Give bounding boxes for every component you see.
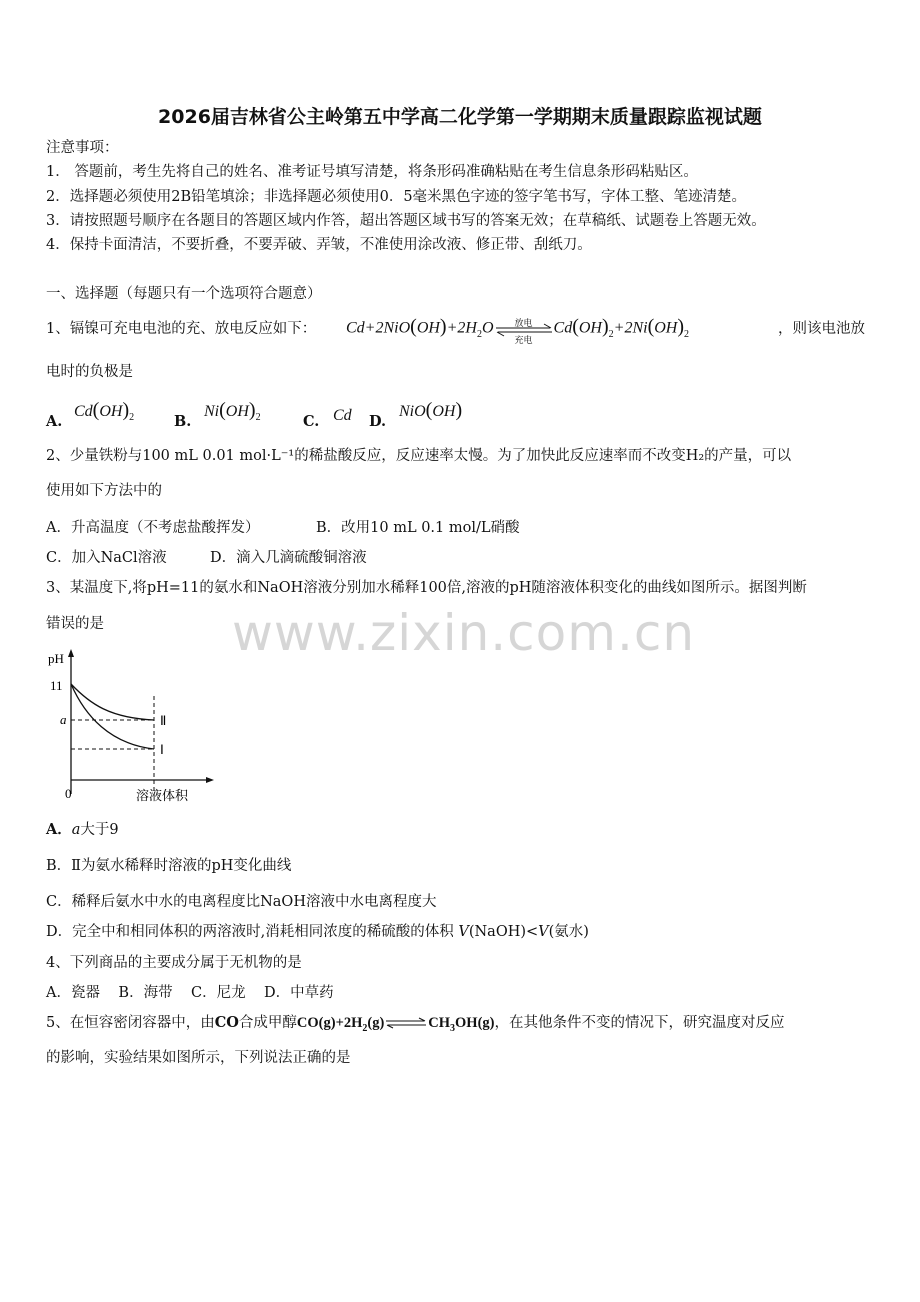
q2-line2: 使用如下方法中的 — [46, 483, 162, 499]
q1-option-d: NiO(OH) — [399, 399, 463, 421]
q1-option-d-label: D. — [369, 413, 387, 430]
q2-option-a: A．升高温度（不考虑盐酸挥发） — [46, 520, 260, 536]
notice-item-1: 1． 答题前，考生先将自己的姓名、准考证号填写清楚，将条形码准确粘贴在考生信息条形码粘贴区。 — [46, 164, 698, 180]
q5-equilibrium-arrow-icon — [384, 1017, 428, 1029]
q3-option-a: A．a大于9 — [46, 821, 119, 838]
q3-line1: 3、某温度下,将pH=11的氨水和NaOH溶液分别加水稀释100倍,溶液的pH随溶液体积变化的曲线如图所示。据图判断 — [46, 580, 807, 596]
q2-option-d: D．滴入几滴硫酸铜溶液 — [210, 550, 367, 566]
reversible-arrow: 放电 充电 — [494, 316, 554, 342]
y-tick-11: 11 — [50, 678, 63, 693]
curve-ii-label: Ⅱ — [160, 713, 167, 728]
q1-option-c-label: C. — [303, 413, 320, 430]
q2-option-b: B．改用10 mL 0.1 mol/L硝酸 — [316, 520, 520, 536]
q4-stem: 4、下列商品的主要成分属于无机物的是 — [46, 955, 302, 971]
ph-dilution-graph — [40, 646, 220, 810]
q1-option-a-label: A. — [46, 413, 63, 430]
q1-option-a: $Cd(OH)_2$ — [74, 399, 135, 424]
x-axis-label: 溶液体积 — [136, 788, 189, 803]
q4-options: A．瓷器 B．海带 C．尼龙 D．中草药 — [46, 985, 334, 1001]
q3-option-c: C．稀释后氨水中水的电离程度比NaOH溶液中水电离程度大 — [46, 894, 437, 910]
q1-option-c: Cd — [333, 407, 352, 424]
notice-heading: 注意事项： — [46, 140, 119, 156]
q1-stem-end: ，则该电池放 — [778, 321, 865, 337]
notice-item-4: 4．保持卡面清洁，不要折叠，不要弄破、弄皱，不准使用涂改液、修正带、刮纸刀。 — [46, 237, 592, 253]
q1-option-b-label: B. — [174, 413, 192, 430]
x-axis-arrow-icon — [206, 777, 214, 783]
q1-option-b: $Ni(OH)_2$ — [204, 399, 261, 424]
q1-stem-start: 1、镉镍可充电电池的充、放电反应如下： — [46, 321, 317, 337]
q2-option-c: C．加入NaCl溶液 — [46, 550, 167, 566]
y-tick-a: a — [60, 712, 67, 727]
q3-line2: 错误的是 — [46, 616, 104, 632]
curve-i-label: Ⅰ — [160, 742, 164, 757]
page-title: 2026届吉林省公主岭第五中学高二化学第一学期期末质量跟踪监视试题 — [158, 106, 762, 128]
y-axis-arrow-icon — [68, 649, 74, 657]
q5-line1: 5、在恒容密闭容器中，由CO合成甲醇$CO(g)+2H_2(g)$ $CH_3OH(g)$，在其他条件不变的情况下，研究温度对反应 — [46, 1014, 785, 1034]
q3-option-b: B．Ⅱ为氨水稀释时溶液的pH变化曲线 — [46, 858, 292, 874]
section-heading: 一、选择题（每题只有一个选项符合题意） — [46, 286, 322, 302]
q2-line1: 2、少量铁粉与100 mL 0.01 mol·L⁻¹的稀盐酸反应，反应速率太慢。为了加快此反应速率而不改变H₂的产量，可以 — [46, 448, 792, 464]
curve-ii — [71, 684, 154, 720]
origin-label: 0 — [65, 786, 72, 801]
q1-stem-line2: 电时的负极是 — [46, 364, 133, 380]
q1-equation: $Cd+2NiO(OH)+2H_2O$ 放电 充电 $Cd(OH)_2+2Ni(OH)_2$ — [346, 315, 690, 346]
notice-item-2: 2．选择题必须使用2B铅笔填涂；非选择题必须使用0．5毫米黑色字迹的签字笔书写，字体工整、笔迹清楚。 — [46, 189, 747, 205]
watermark: www.zixin.com.cn — [232, 604, 696, 662]
q3-option-d: D．完全中和相同体积的两溶液时,消耗相同浓度的稀硫酸的体积 V(NaOH)<V(氨水) — [46, 924, 589, 940]
notice-item-3: 3．请按照题号顺序在各题目的答题区域内作答，超出答题区域书写的答案无效；在草稿纸、试题卷上答题无效。 — [46, 213, 766, 229]
q5-line2: 的影响，实验结果如图所示，下列说法正确的是 — [46, 1050, 351, 1066]
curve-i — [71, 684, 154, 749]
y-axis-label: pH — [48, 651, 64, 666]
